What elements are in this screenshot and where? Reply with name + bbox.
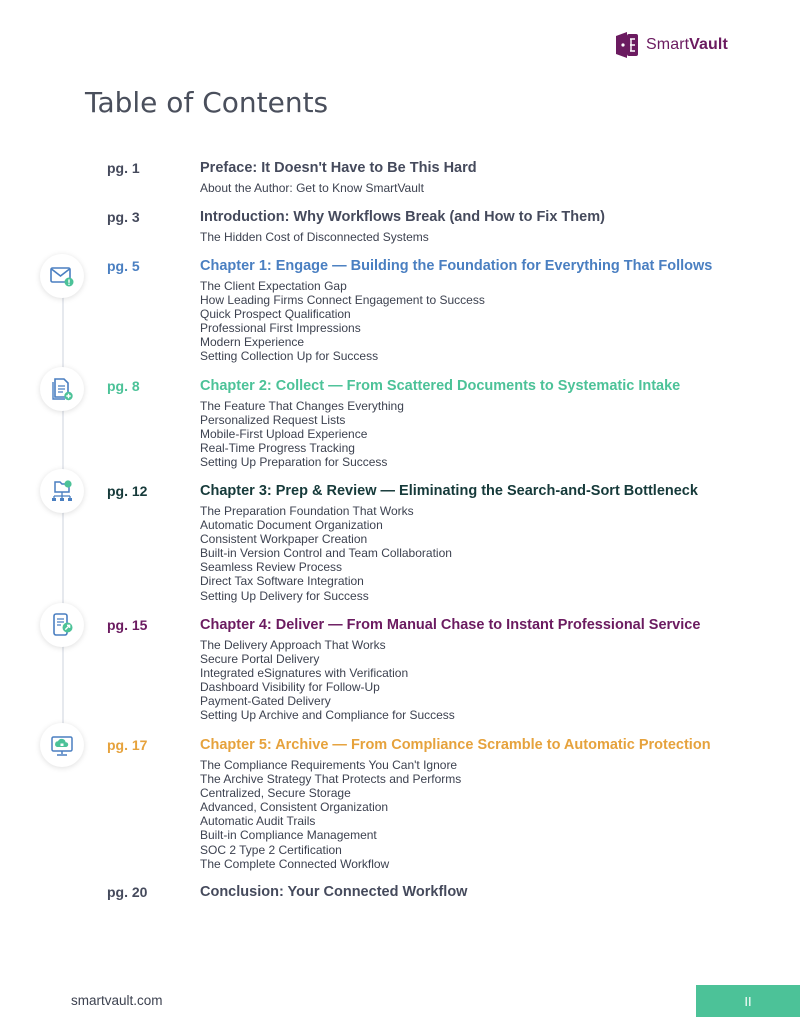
page-title: Table of Contents xyxy=(85,86,329,119)
chapter-4-icon-circle xyxy=(40,603,84,647)
subsection-item[interactable]: Real-Time Progress Tracking xyxy=(200,441,355,456)
subsection-list xyxy=(200,758,461,871)
vault-logo-icon xyxy=(614,30,640,60)
subsection-item[interactable]: Setting Up Archive and Compliance for Success xyxy=(200,708,455,723)
subsection-item[interactable]: Payment-Gated Delivery xyxy=(200,694,331,709)
entry-heading[interactable]: Chapter 3: Prep & Review — Eliminating the Search-and-Sort Bottleneck xyxy=(200,483,698,499)
subsection-item[interactable]: The Delivery Approach That Works xyxy=(200,638,386,652)
footer-page-number: II xyxy=(696,985,800,1017)
subsection-item[interactable]: Automatic Document Organization xyxy=(200,518,383,533)
subsection-item[interactable]: Setting Collection Up for Success xyxy=(200,349,379,364)
page-number: pg. 17 xyxy=(107,737,148,753)
page-number: pg. 15 xyxy=(107,617,148,633)
chapter-1-icon-circle xyxy=(40,254,84,298)
subsection-item[interactable]: The Archive Strategy That Protects and Performs xyxy=(200,772,462,787)
subsection-item[interactable]: The Complete Connected Workflow xyxy=(200,856,390,871)
subsection-item[interactable]: Secure Portal Delivery xyxy=(200,652,320,667)
subsection-item[interactable]: Dashboard Visibility for Follow-Up xyxy=(200,680,380,695)
subsection-item[interactable]: Built-in Compliance Management xyxy=(200,828,377,843)
entry-heading[interactable]: Introduction: Why Workflows Break (and How to Fix Them) xyxy=(200,209,605,225)
subsection-item[interactable]: How Leading Firms Connect Engagement to Success xyxy=(200,293,485,308)
smartvault-logo xyxy=(614,30,728,60)
subsection-item[interactable]: About the Author: Get to Know SmartVault xyxy=(200,181,424,195)
subsection-item[interactable]: The Compliance Requirements You Can't Ignore xyxy=(200,758,458,772)
subsection-list xyxy=(200,399,404,469)
subsection-list xyxy=(200,279,485,364)
entry-heading[interactable]: Chapter 1: Engage — Building the Foundation for Everything That Follows xyxy=(200,258,713,274)
subsection-list xyxy=(200,504,452,603)
subsection-item[interactable]: Advanced, Consistent Organization xyxy=(200,800,389,815)
subsection-list xyxy=(200,181,424,195)
page-number: pg. 3 xyxy=(107,209,140,225)
entry-heading[interactable]: Conclusion: Your Connected Workflow xyxy=(200,884,468,900)
cloud-lock-monitor-icon xyxy=(49,732,75,758)
envelope-alert-icon xyxy=(49,263,75,289)
subsection-item[interactable]: The Feature That Changes Everything xyxy=(200,399,404,413)
subsection-item[interactable]: Automatic Audit Trails xyxy=(200,814,316,829)
subsection-list xyxy=(200,230,429,244)
subsection-item[interactable]: Centralized, Secure Storage xyxy=(200,786,351,801)
subsection-item[interactable]: Built-in Version Control and Team Collaboration xyxy=(200,546,452,561)
folder-tree-icon xyxy=(49,478,75,504)
subsection-item[interactable]: Integrated eSignatures with Verification xyxy=(200,666,409,681)
mobile-send-icon xyxy=(49,612,75,638)
subsection-item[interactable]: The Preparation Foundation That Works xyxy=(200,504,414,518)
subsection-item[interactable]: Personalized Request Lists xyxy=(200,413,346,428)
subsection-item[interactable]: Direct Tax Software Integration xyxy=(200,574,364,589)
subsection-item[interactable]: SOC 2 Type 2 Certification xyxy=(200,842,342,857)
chapter-3-icon-circle xyxy=(40,469,84,513)
entry-heading[interactable]: Chapter 4: Deliver — From Manual Chase to Instant Professional Service xyxy=(200,617,701,633)
chapter-2-icon-circle xyxy=(40,367,84,411)
page-number: pg. 20 xyxy=(107,884,148,900)
page-number: pg. 12 xyxy=(107,483,148,499)
subsection-item[interactable]: The Hidden Cost of Disconnected Systems xyxy=(200,230,429,244)
chapter-5-icon-circle xyxy=(40,723,84,767)
page-number: pg. 1 xyxy=(107,160,140,176)
subsection-item[interactable]: Setting Up Delivery for Success xyxy=(200,588,369,603)
subsection-item[interactable]: Professional First Impressions xyxy=(200,321,361,336)
document-add-icon xyxy=(49,376,75,402)
subsection-item[interactable]: Quick Prospect Qualification xyxy=(200,307,351,322)
subsection-item[interactable]: The Client Expectation Gap xyxy=(200,279,347,293)
subsection-item[interactable]: Consistent Workpaper Creation xyxy=(200,532,368,547)
page-number: pg. 5 xyxy=(107,258,140,274)
page-number: pg. 8 xyxy=(107,378,140,394)
brand-name: SmartVault xyxy=(646,36,728,53)
footer-url[interactable]: smartvault.com xyxy=(71,993,163,1008)
entry-heading[interactable]: Chapter 5: Archive — From Compliance Scramble to Automatic Protection xyxy=(200,737,711,753)
subsection-list xyxy=(200,638,455,723)
subsection-item[interactable]: Modern Experience xyxy=(200,335,305,350)
entry-heading[interactable]: Chapter 2: Collect — From Scattered Documents to Systematic Intake xyxy=(200,378,681,394)
subsection-item[interactable]: Mobile-First Upload Experience xyxy=(200,427,368,442)
subsection-item[interactable]: Seamless Review Process xyxy=(200,560,343,575)
entry-heading[interactable]: Preface: It Doesn't Have to Be This Hard xyxy=(200,160,477,176)
subsection-item[interactable]: Setting Up Preparation for Success xyxy=(200,455,388,470)
